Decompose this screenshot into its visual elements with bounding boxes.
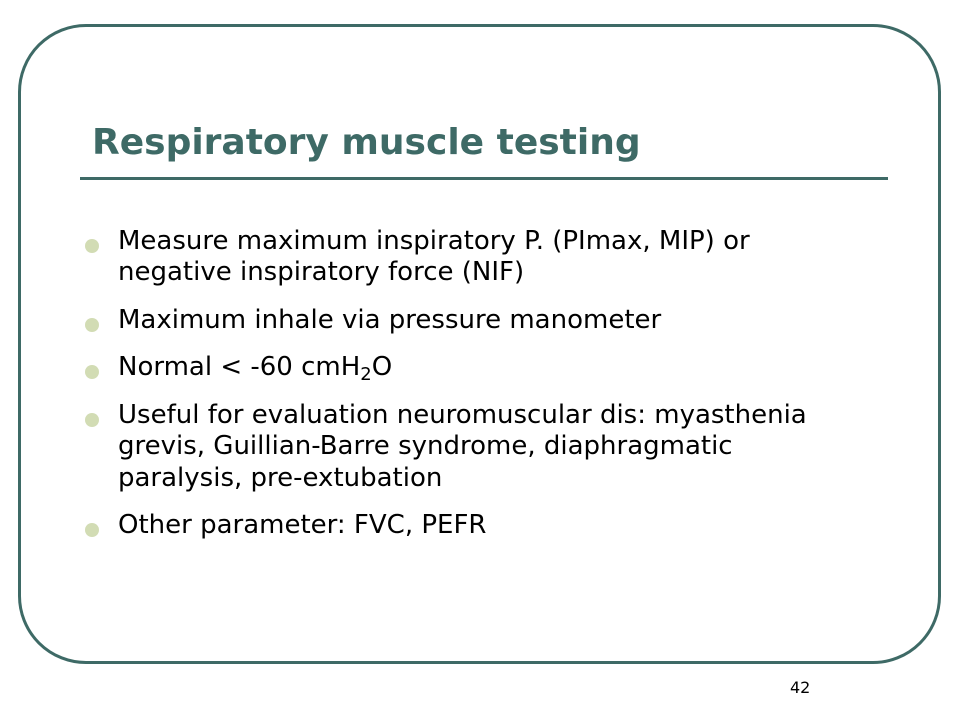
round-bullet-icon [85,523,99,537]
title-underline [80,177,888,180]
bullet-list [84,226,864,558]
round-bullet-icon [85,318,99,332]
slide-title: Respiratory muscle testing [92,122,641,163]
bullet-item-measure [84,226,864,289]
round-bullet-icon [85,239,99,253]
bullet-text: Maximum inhale via pressure manometer [118,304,662,335]
bullet-text-before: Normal < -60 cmH [118,352,361,383]
bullet-item-maximum-inhale [84,305,864,336]
round-bullet-icon [85,413,99,427]
bullet-subscript: 2 [360,364,372,386]
bullet-item-other-parameter [84,510,864,541]
bullet-text-after: O [371,352,393,383]
round-bullet-icon [85,365,99,379]
bullet-text: Useful for evaluation neuromuscular dis: myasthenia grevis, Guillian-Barre syndrome, diaphragmatic paralysis, pre-extubation [118,399,807,493]
bullet-item-normal [84,352,864,386]
bullet-item-useful [84,400,864,494]
bullet-text: Other parameter: FVC, PEFR [118,510,487,541]
page-number: 42 [790,678,811,697]
bullet-text: Measure maximum inspiratory P. (PImax, MIP) or negative inspiratory force (NIF) [118,226,750,288]
